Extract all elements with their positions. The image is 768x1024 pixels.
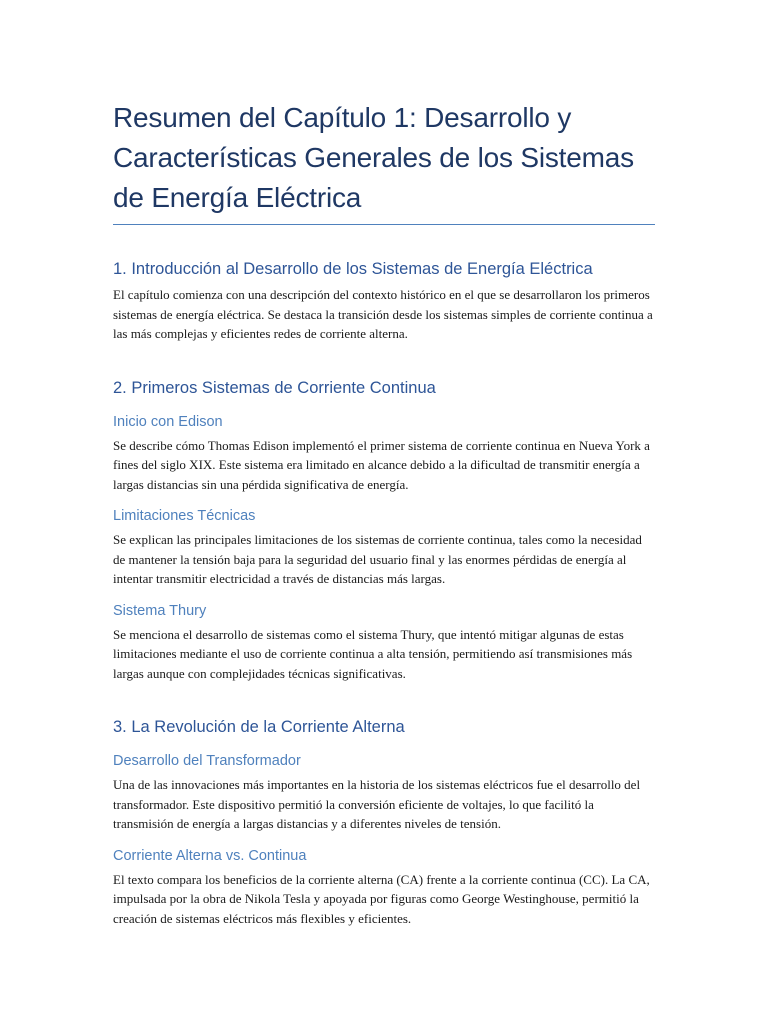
document-page bbox=[113, 98, 655, 928]
document-title: Resumen del Capítulo 1: Desarrollo y Características Generales de los Sistemas de Energía Eléctrica bbox=[113, 98, 655, 225]
subsection-inicio-edison-heading: Inicio con Edison bbox=[113, 413, 223, 430]
subsection-transformador-paragraph: Una de las innovaciones más importantes en la historia de los sistemas eléctricos fue el desarrollo del transformador. Este dispositivo permitió la conversión eficiente de voltajes, lo que facilitó la transmisión de energía a largas distancias y a diferentes niveles de tensión. bbox=[113, 777, 641, 831]
subsection-transformador-heading: Desarrollo del Transformador bbox=[113, 753, 301, 769]
subsection-limitaciones-heading: Limitaciones Técnicas bbox=[113, 508, 256, 524]
section-1-heading: 1. Introducción al Desarrollo de los Sistemas de Energía Eléctrica bbox=[113, 260, 593, 278]
section-1-paragraph: El capítulo comienza con una descripción del contexto histórico en el que se desarrollaron los primeros sistemas de energía eléctrica. Se destaca la transición desde los sistemas simples de corriente continua a las más complejas y eficientes redes de corriente alterna. bbox=[113, 287, 653, 341]
subsection-ca-vs-cc-paragraph: El texto compara los beneficios de la corriente alterna (CA) frente a la corriente continua (CC). La CA, impulsada por la obra de Nikola Tesla y apoyada por figuras como George Westinghouse, permitió la creación de sistemas eléctricos más flexibles y eficientes. bbox=[113, 871, 650, 926]
subsection-thury-heading: Sistema Thury bbox=[113, 602, 207, 619]
section-2-heading: 2. Primeros Sistemas de Corriente Continua bbox=[113, 378, 436, 397]
subsection-inicio-edison-paragraph: Se describe cómo Thomas Edison implementó el primer sistema de corriente continua en Nueva York a fines del siglo XIX. Este sistema era limitado en alcance debido a la dificultad de transmitir energía a largas distancias sin una pérdida significativa de energía. bbox=[113, 437, 650, 492]
subsection-ca-vs-cc-heading: Corriente Alterna vs. Continua bbox=[113, 847, 307, 864]
section-3-heading: 3. La Revolución de la Corriente Alterna bbox=[113, 718, 405, 736]
subsection-thury-paragraph: Se menciona el desarrollo de sistemas como el sistema Thury, que intentó mitigar algunas de estas limitaciones mediante el uso de corriente continua a alta tensión, permitiendo así transmisiones más largas aunque con complejidades técnicas significativas. bbox=[113, 626, 633, 681]
subsection-limitaciones-paragraph: Se explican las principales limitaciones de los sistemas de corriente continua, tales como la necesidad de mantener la tensión baja para la seguridad del usuario final y las enormes pérdidas de energía al intentar transmitir electricidad a través de distancias más largas. bbox=[113, 532, 642, 586]
